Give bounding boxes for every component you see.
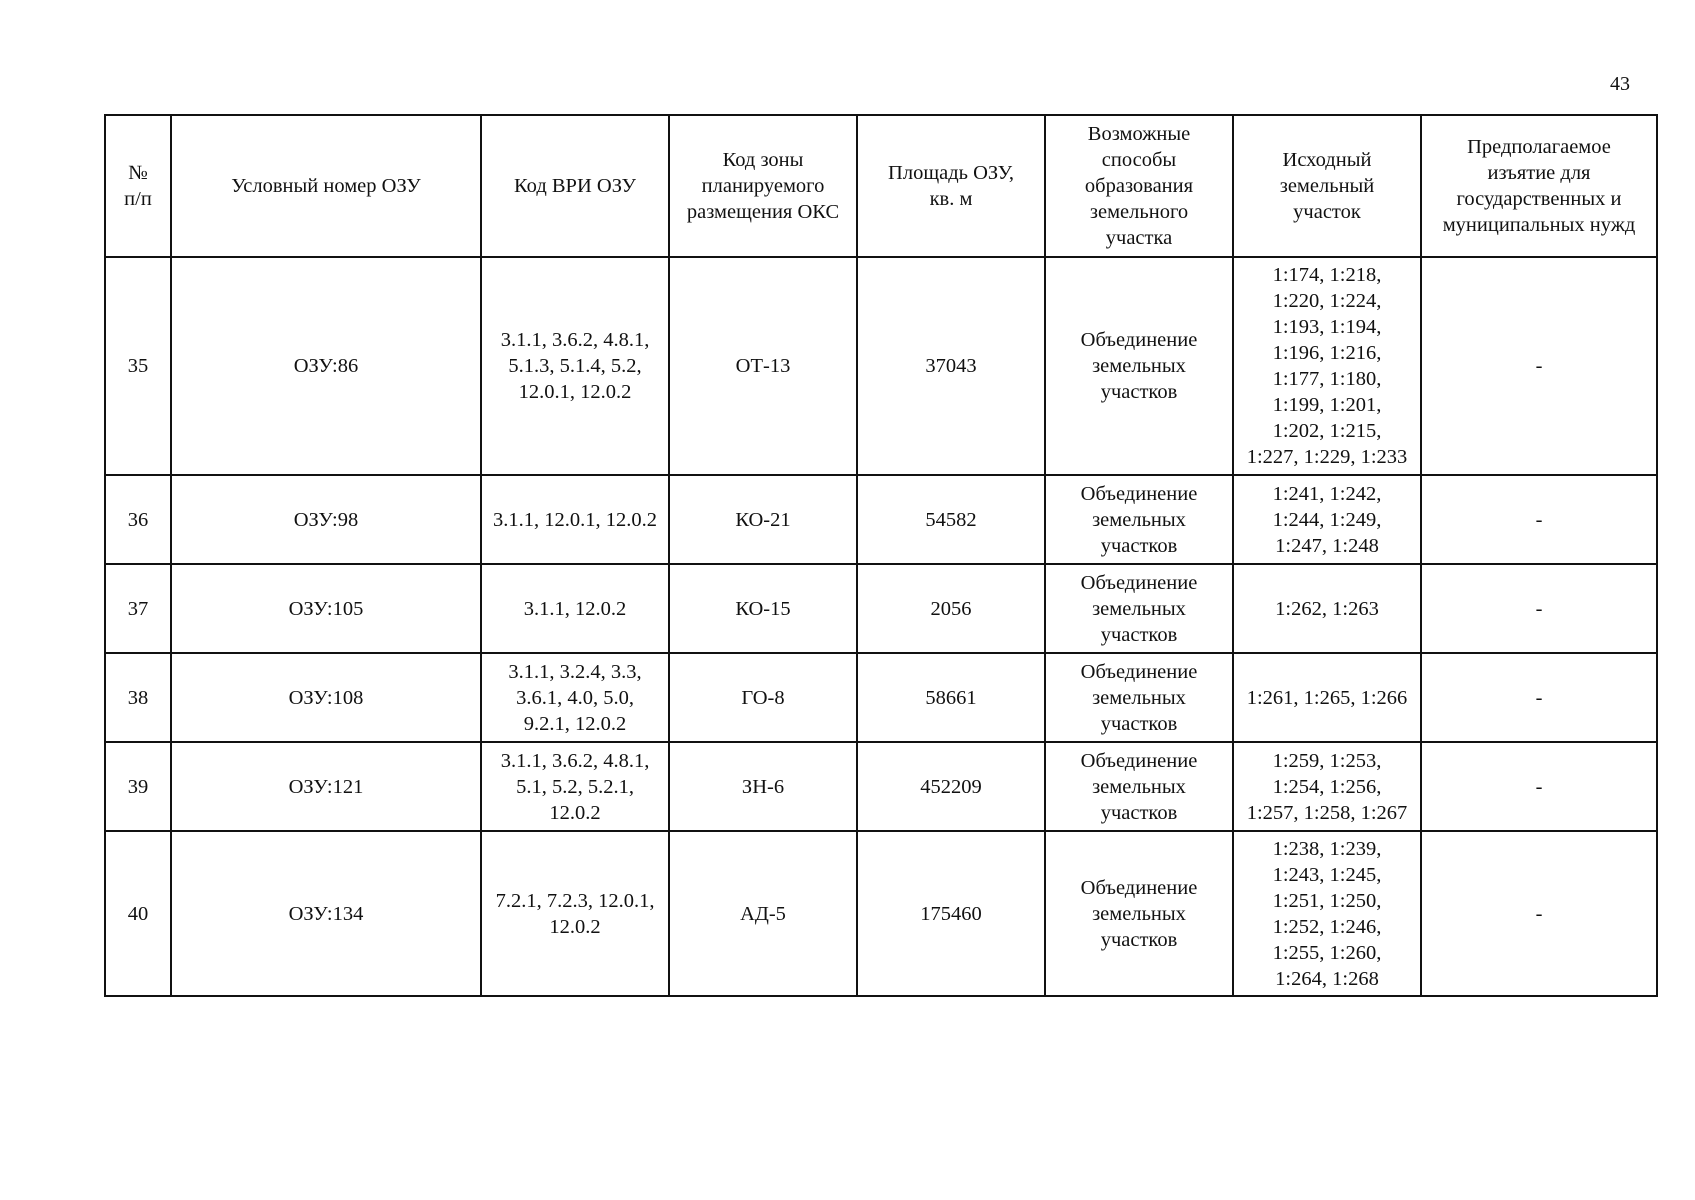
cell-zone: ГО-8 [669, 653, 857, 742]
cell-seizure: - [1421, 742, 1657, 831]
cell-vri: 3.1.1, 3.2.4, 3.3, 3.6.1, 4.0, 5.0, 9.2.1, 12.0.2 [481, 653, 669, 742]
header-vri-code: Код ВРИ ОЗУ [481, 115, 669, 257]
cell-zone: ОТ-13 [669, 257, 857, 475]
cell-method: Объединение земельных участков [1045, 475, 1233, 564]
cell-source: 1:259, 1:253, 1:254, 1:256, 1:257, 1:258, 1:267 [1233, 742, 1421, 831]
table-row [105, 742, 1657, 831]
cell-source: 1:261, 1:265, 1:266 [1233, 653, 1421, 742]
cell-vri: 3.1.1, 3.6.2, 4.8.1, 5.1, 5.2, 5.2.1, 12.0.2 [481, 742, 669, 831]
cell-num: 38 [105, 653, 171, 742]
cell-ozu: ОЗУ:98 [171, 475, 481, 564]
header-ozu-number: Условный номер ОЗУ [171, 115, 481, 257]
table-row [105, 564, 1657, 653]
cell-num: 39 [105, 742, 171, 831]
header-source-plot: Исходный земельный участок [1233, 115, 1421, 257]
cell-zone: АД-5 [669, 831, 857, 996]
cell-seizure: - [1421, 831, 1657, 996]
page-number: 43 [1610, 73, 1630, 95]
cell-zone: КО-15 [669, 564, 857, 653]
cell-source: 1:174, 1:218, 1:220, 1:224, 1:193, 1:194, 1:196, 1:216, 1:177, 1:180, 1:199, 1:201, 1:202, 1:215, 1:227, 1:229, 1:233 [1233, 257, 1421, 475]
cell-area: 58661 [857, 653, 1045, 742]
cell-seizure: - [1421, 564, 1657, 653]
cell-ozu: ОЗУ:121 [171, 742, 481, 831]
cell-num: 35 [105, 257, 171, 475]
cell-zone: КО-21 [669, 475, 857, 564]
table-header-row [105, 115, 1657, 257]
cell-vri: 3.1.1, 12.0.2 [481, 564, 669, 653]
cell-source: 1:238, 1:239, 1:243, 1:245, 1:251, 1:250, 1:252, 1:246, 1:255, 1:260, 1:264, 1:268 [1233, 831, 1421, 996]
cell-vri: 3.1.1, 12.0.1, 12.0.2 [481, 475, 669, 564]
table-row [105, 475, 1657, 564]
cell-ozu: ОЗУ:105 [171, 564, 481, 653]
cell-area: 37043 [857, 257, 1045, 475]
header-seizure: Предполагаемое изъятие для государственных и муниципальных нужд [1421, 115, 1657, 257]
header-area: Площадь ОЗУ, кв. м [857, 115, 1045, 257]
header-methods: Возможные способы образования земельного участка [1045, 115, 1233, 257]
cell-num: 36 [105, 475, 171, 564]
cell-seizure: - [1421, 257, 1657, 475]
cell-ozu: ОЗУ:108 [171, 653, 481, 742]
cell-area: 54582 [857, 475, 1045, 564]
cell-method: Объединение земельных участков [1045, 564, 1233, 653]
cell-area: 2056 [857, 564, 1045, 653]
land-plots-table [104, 114, 1658, 997]
table-row [105, 653, 1657, 742]
cell-vri: 3.1.1, 3.6.2, 4.8.1, 5.1.3, 5.1.4, 5.2, 12.0.1, 12.0.2 [481, 257, 669, 475]
header-num: № п/п [105, 115, 171, 257]
cell-num: 37 [105, 564, 171, 653]
cell-zone: ЗН-6 [669, 742, 857, 831]
cell-num: 40 [105, 831, 171, 996]
cell-method: Объединение земельных участков [1045, 653, 1233, 742]
cell-source: 1:262, 1:263 [1233, 564, 1421, 653]
cell-area: 175460 [857, 831, 1045, 996]
table-row [105, 831, 1657, 996]
cell-method: Объединение земельных участков [1045, 742, 1233, 831]
cell-area: 452209 [857, 742, 1045, 831]
cell-ozu: ОЗУ:86 [171, 257, 481, 475]
cell-method: Объединение земельных участков [1045, 257, 1233, 475]
cell-ozu: ОЗУ:134 [171, 831, 481, 996]
cell-vri: 7.2.1, 7.2.3, 12.0.1, 12.0.2 [481, 831, 669, 996]
cell-method: Объединение земельных участков [1045, 831, 1233, 996]
cell-seizure: - [1421, 475, 1657, 564]
table-row [105, 257, 1657, 475]
cell-seizure: - [1421, 653, 1657, 742]
cell-source: 1:241, 1:242, 1:244, 1:249, 1:247, 1:248 [1233, 475, 1421, 564]
header-zone-code: Код зоны планируемого размещения ОКС [669, 115, 857, 257]
